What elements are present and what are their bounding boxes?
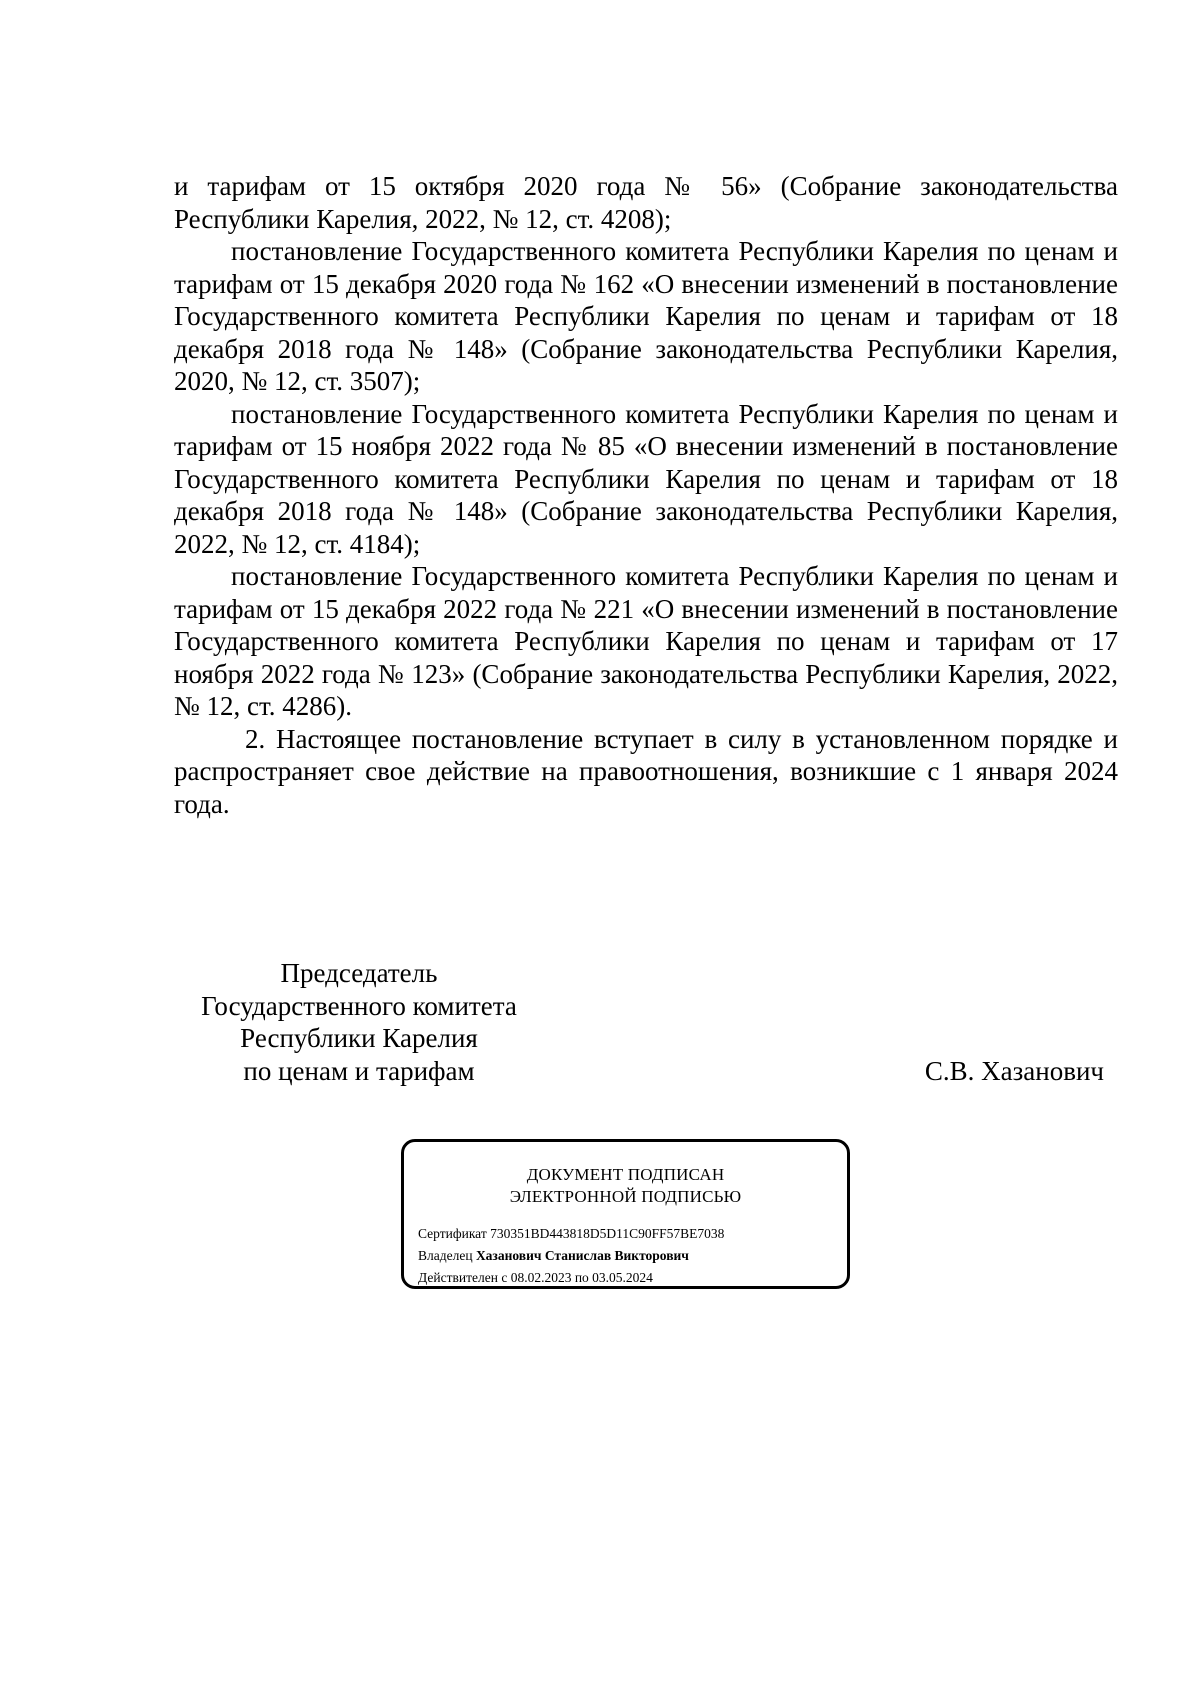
stamp-owner-row bbox=[418, 1245, 724, 1267]
signatory-title-line: Республики Карелия bbox=[240, 1023, 478, 1053]
paragraph-resolution-162: постановление Государственного комитета Республики Карелия по ценам и тарифам от 15 декабря 2020 года № 162 «О внесении изменений в постановление Государственного комитета Республики Карелия по ценам и тарифам от 18 декабря 2018 года № 148» (Собрание законодательства Республики Карелия, 2020, № 12, ст. 3507); bbox=[174, 236, 1118, 396]
stamp-details bbox=[418, 1223, 724, 1289]
certificate-label: Сертификат bbox=[418, 1226, 487, 1241]
paragraph-continuation: и тарифам от 15 октября 2020 года № 56» (Собрание законодательства Республики Карелия, 2022, № 12, ст. 4208); bbox=[174, 171, 1118, 234]
signatory-name: С.В. Хазанович bbox=[924, 1055, 1104, 1086]
valid-label: Действителен bbox=[418, 1270, 498, 1285]
stamp-certificate-row bbox=[418, 1223, 724, 1245]
valid-to-value: 03.05.2024 bbox=[592, 1270, 653, 1285]
valid-from-value: 08.02.2023 bbox=[510, 1270, 572, 1285]
valid-to-label: по bbox=[574, 1270, 589, 1285]
signatory-title bbox=[174, 957, 544, 1087]
stamp-title bbox=[404, 1164, 847, 1208]
signatory-title-line: Государственного комитета bbox=[201, 990, 517, 1021]
signatory-title-line: по ценам и тарифам bbox=[243, 1055, 475, 1086]
valid-from-label: с bbox=[501, 1270, 508, 1285]
owner-label: Владелец bbox=[418, 1248, 473, 1263]
certificate-value: 730351BD443818D5D11C90FF57BE7038 bbox=[490, 1226, 725, 1241]
stamp-validity-row bbox=[418, 1267, 724, 1289]
owner-value: Хазанович Станислав Викторович bbox=[475, 1248, 689, 1263]
paragraph-resolution-221: постановление Государственного комитета Республики Карелия по ценам и тарифам от 15 декабря 2022 года № 221 «О внесении изменений в постановление Государственного комитета Республики Карелия по ценам и тарифам от 17 ноября 2022 года № 123» (Собрание законодательства Республики Карелия, 2022, № 12, ст. 4286). bbox=[174, 561, 1118, 721]
stamp-title-line: ЭЛЕКТРОННОЙ ПОДПИСЬЮ bbox=[509, 1187, 742, 1206]
paragraph-effective-date: 2. Настоящее постановление вступает в силу в установленном порядке и распространяет свое действие на правоотношения, возникшие с 1 января 2024 года. bbox=[174, 723, 1118, 819]
stamp-title-line: ДОКУМЕНТ ПОДПИСАН bbox=[526, 1165, 725, 1184]
document-body bbox=[174, 170, 1118, 820]
paragraph-resolution-85: постановление Государственного комитета Республики Карелия по ценам и тарифам от 15 ноября 2022 года № 85 «О внесении изменений в постановление Государственного комитета Республики Карелия по ценам и тарифам от 18 декабря 2018 года № 148» (Собрание законодательства Республики Карелия, 2022, № 12, ст. 4184); bbox=[174, 398, 1118, 559]
signatory-title-line: Председатель bbox=[280, 958, 438, 988]
electronic-signature-stamp bbox=[401, 1139, 850, 1289]
